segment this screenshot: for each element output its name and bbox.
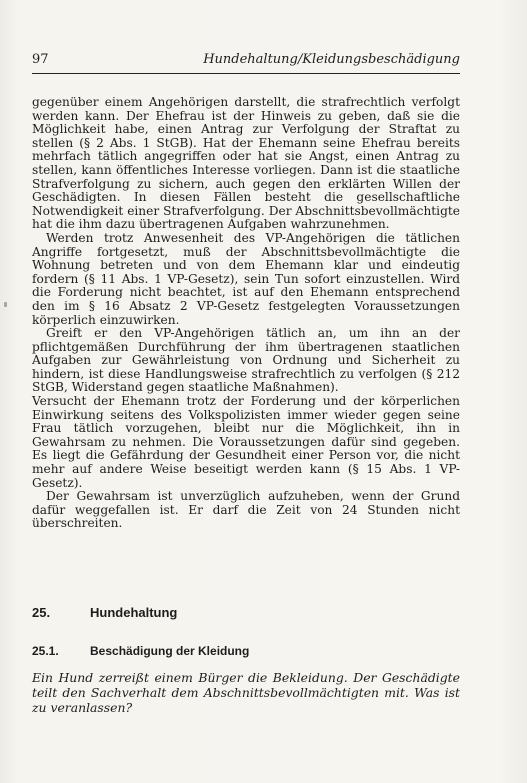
header-rule <box>32 73 460 74</box>
paragraph-resistance: Greift er den VP-Angehörigen tätlich an, um ihn an der pflichtgemäßen Durchführung der ihm übertragenen staatlichen Aufgaben zur Gewährleistung von Ordnung und Sicherheit zu hindern, ist diese Handlungsweise strafrechtlich zu verfolgen (§ 212 StGB, Widerstand gegen staatliche Maßnahmen). <box>32 326 460 395</box>
section-number: 25. <box>32 605 51 620</box>
margin-mark <box>4 302 7 307</box>
running-head-title: Hundehaltung/Kleidungsbeschädigung <box>203 52 460 67</box>
page-number: 97 <box>32 52 49 67</box>
case-question: Ein Hund zerreißt einem Bürger die Bekleidung. Der Geschädigte teilt den Sachverhalt dem Abschnittsbevollmächtigten mit. Was ist zu veranlassen? <box>32 670 460 715</box>
section-heading <box>32 604 460 622</box>
paragraph-continuation: gegenüber einem Angehörigen darstellt, die strafrechtlich verfolgt werden kann. Der Ehefrau ist der Hinweis zu geben, daß sie die Möglichkeit habe, einen Antrag zur Verfolgung der Straftat zu stellen (§ 2 Abs. 1 StGB). Hat der Ehemann seine Ehefrau bereits mehrfach tätlich angegriffen oder hat sie Angst, einen Antrag zu stellen, kann öffentliches Interesse vorliegen. Dann ist die staatliche Strafverfolgung zu sichern, auch gegen den erklärten Willen der Geschädigten. In diesen Fällen besteht die gesellschaftliche Notwendigkeit einer Strafverfolgung. Der Abschnittsbevollmächtigte hat die ihm dazu übertragenen Aufgaben wahrzunehmen. <box>32 95 460 232</box>
paragraph-attacks-continued: Werden trotz Anwesenheit des VP-Angehörigen die tätlichen Angriffe fortgesetzt, muß der Abschnittsbevollmächtigte die Wohnung betreten und von dem Ehemann klar und eindeutig fordern (§ 11 Abs. 1 VP-Gesetz), sein Tun sofort einzustellen. Wird die Forderung nicht beachtet, ist auf den Ehemann entsprechend den im § 16 Absatz 2 VP-Gesetz festgelegten Voraussetzungen körperlich einzuwirken. <box>32 230 460 327</box>
body-text <box>32 96 460 531</box>
running-head <box>32 50 460 70</box>
subsection-title: Beschädigung der Kleidung <box>90 644 250 658</box>
subsection-number: 25.1. <box>32 644 59 658</box>
paragraph-custody-limit: Der Gewahrsam ist unverzüglich aufzuheben, wenn der Grund dafür weggefallen ist. Er darf die Zeit von 24 Stunden nicht überschreiten. <box>32 489 460 531</box>
paragraph-custody: Versucht der Ehemann trotz der Forderung und der körperlichen Einwirkung seitens des Volkspolizisten immer wieder gegen seine Frau tätlich vorzugehen, bleibt nur die Möglichkeit, ihn in Gewahrsam zu nehmen. Die Voraussetzungen dafür sind gegeben. Es liegt die Gefährdung der Gesundheit einer Person vor, die nicht mehr auf andere Weise beseitigt werden kann (§ 15 Abs. 1 VP-Gesetz). <box>32 394 460 490</box>
section-title: Hundehaltung <box>90 605 178 620</box>
subsection-heading <box>32 642 460 660</box>
